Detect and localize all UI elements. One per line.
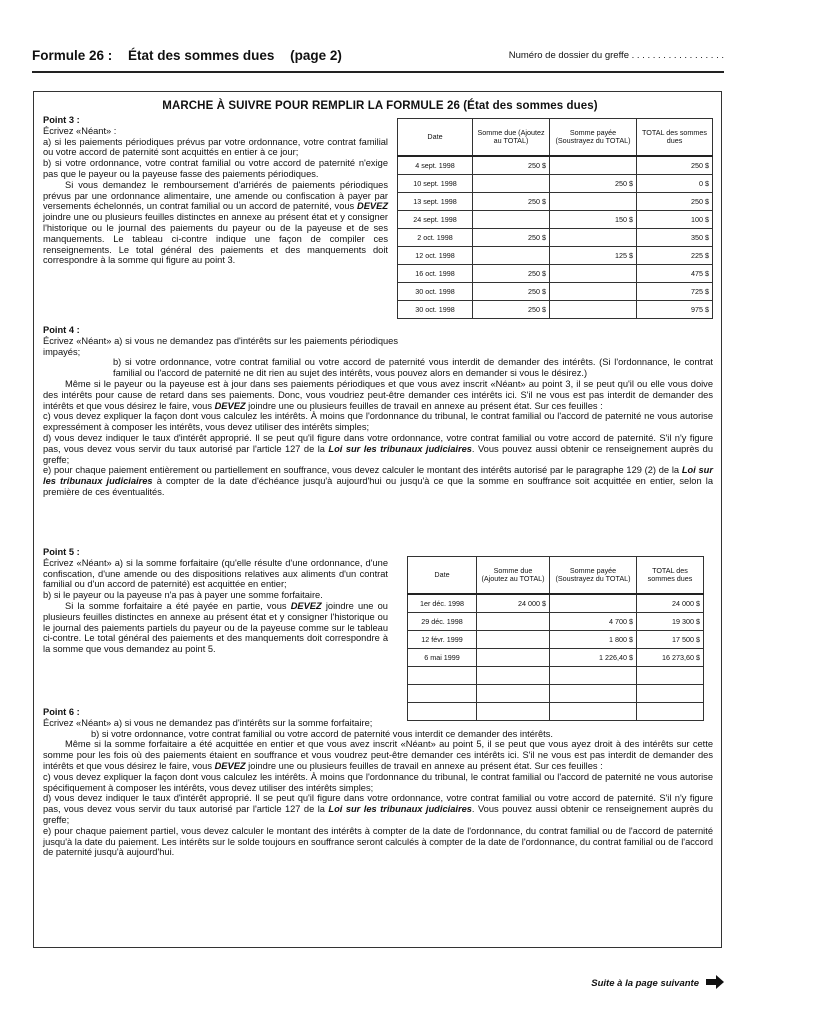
point-6-d-text: d) vous devez indiquer le taux d'intérêt approprié. Il se peut qu'il figure dans votre ordonnance, votre contrat familial ou votre accord de paternité. S'il n'y figure pas, vous devez vous servir du taux autorisé par l'article 127 de la [43, 793, 713, 815]
point-3-heading: Point 3 : [43, 115, 80, 125]
cell-paid [550, 229, 637, 247]
table-header-row [408, 557, 704, 595]
cell-paid: 1 800 $ [550, 631, 637, 649]
cell-total: 24 000 $ [637, 594, 704, 613]
cell-date [408, 685, 477, 703]
point-4-e-text-2: à compter de la date d'échéance jusqu'à aujourd'hui ou jusqu'à ce que la somme en souffrance soit acquittée en entier, selon la première de ces éventualités. [43, 476, 713, 497]
table-row [408, 594, 704, 613]
cell-paid: 4 700 $ [550, 613, 637, 631]
point-4-para-text-2: joindre une ou plusieurs feuilles de travail en annexe au présent état. Sur ces feuilles : [248, 400, 603, 411]
law-title: Loi sur les tribunaux judiciaires [328, 443, 472, 454]
cell-paid [550, 156, 637, 175]
table-row [408, 631, 704, 649]
point-4-d-text-2: . Vous pouvez aussi obtenir ce renseignement auprès du greffe; [43, 443, 713, 465]
law-title: Loi sur les tribunaux judiciaires [43, 465, 713, 487]
cell-total: 16 273,60 $ [637, 649, 704, 667]
cell-paid [550, 685, 637, 703]
cell-due [477, 649, 550, 667]
cell-date: 12 oct. 1998 [398, 247, 473, 265]
cell-date: 16 oct. 1998 [398, 265, 473, 283]
cell-total: 0 $ [637, 175, 713, 193]
table-row [408, 613, 704, 631]
cell-date: 10 sept. 1998 [398, 175, 473, 193]
page-label: (page 2) [290, 48, 342, 63]
cell-paid [550, 301, 637, 319]
file-number-label: Numéro de dossier du greffe . . . . . . . . . . . . . . . . . . [508, 50, 724, 61]
cell-paid [550, 667, 637, 685]
cell-paid: 125 $ [550, 247, 637, 265]
cell-date: 30 oct. 1998 [398, 283, 473, 301]
devez-emphasis: DEVEZ [214, 760, 246, 771]
cell-total: 475 $ [637, 265, 713, 283]
point-4-item-c: c) vous devez expliquer la façon dont vous calculez les intérêts. À moins que l'ordonnance du tribunal, le contrat familial ou l'accord de paternité ne vous autorise expressément à composer les intérêts, vous devez utiliser des intérêts simples; [43, 411, 713, 433]
point-3-item-a: a) si les paiements périodiques prévus par votre ordonnance, votre contrat familial ou votre accord de paternité sont acquittés en entier à ce jour; [43, 136, 388, 158]
point-6-item-e: e) pour chaque paiement partiel, vous devez calculer le montant des intérêts à compter de la date de l'ordonnance, du contrat familial ou de l'accord de paternité jusqu'à la date du paiement. Les intérêts sur le solde toujours en souffrance seront calculés à compter de la date de l'ordonnance, du contrat familial ou de l'accord de paternité jusqu'à aujourd'hui. [43, 825, 713, 858]
table-header-row [398, 119, 713, 157]
cell-due [477, 631, 550, 649]
table-row [398, 283, 713, 301]
col-header-date: Date [398, 119, 473, 157]
point-5-paragraph [43, 601, 388, 655]
col-header-date: Date [408, 557, 477, 595]
point-6-heading: Point 6 : [43, 707, 80, 717]
point-3-paragraph [43, 180, 388, 266]
table-row [398, 156, 713, 175]
cell-due: 250 $ [473, 283, 550, 301]
point-3-para-text-2: joindre une ou plusieurs feuilles distinctes en annexe au présent état et y consigner l'historique ou le journal des paiements du payeur ou de la payeuse et de ses manquements. Le tableau ci-contre indique une façon de compiler ces renseignements. Le total général des paiements et des manquements doit correspondre à la somme qui figure au point 3. [43, 212, 388, 266]
point-4-item-a: Écrivez «Néant» a) si vous ne demandez pas d'intérêts sur les paiements périodiques impayés; [43, 335, 398, 357]
cell-total: 19 300 $ [637, 613, 704, 631]
point-5-heading: Point 5 : [43, 547, 80, 557]
point-4-para-text: Même si le payeur ou la payeuse est à jour dans ses paiements périodiques et que vous avez inscrit «Néant» au point 3, il se peut qu'il ou elle vous doive des intérêts pour cause de retard dans ses paiements. Donc, vous voudriez peut-être demander ces intérêts ici. S'il ne vous est pas interdit de demander des intérêts et que vous désirez le faire, vous [43, 378, 713, 411]
main-title: MARCHE À SUIVRE POUR REMPLIR LA FORMULE 26 (État des sommes dues) [162, 100, 598, 112]
cell-date: 24 sept. 1998 [398, 211, 473, 229]
cell-paid: 150 $ [550, 211, 637, 229]
table-row [398, 193, 713, 211]
arrow-right-icon [705, 975, 725, 989]
devez-emphasis: DEVEZ [290, 600, 322, 611]
cell-due: 250 $ [473, 301, 550, 319]
cell-date: 29 déc. 1998 [408, 613, 477, 631]
point-6-section [43, 707, 713, 858]
cell-due [477, 667, 550, 685]
cell-date: 1er déc. 1998 [408, 594, 477, 613]
cell-date: 12 févr. 1999 [408, 631, 477, 649]
point-5-para-text-2: joindre une ou plusieurs feuilles distinctes en annexe au présent état et y consigner l'historique ou le journal des paiements partiels du payeur ou de la payeuse comme sur le tableau ci-contre. Le total général des paiements et des manquements doit correspondre à la somme que vous demandez au point 5. [43, 600, 388, 655]
point-3-para-text: Si vous demandez le remboursement d'arriérés de paiements périodiques prévus par une ordonnance alimentaire, une amende ou confiscation à payer par versements échelonnés, un contrat familial ou un accord de paternité, vous [43, 179, 388, 212]
point-3-line1: Écrivez «Néant» : [43, 125, 117, 136]
cell-due [473, 175, 550, 193]
cell-date: 2 oct. 1998 [398, 229, 473, 247]
cell-total: 975 $ [637, 301, 713, 319]
col-header-paid: Somme payée (Soustrayez du TOTAL) [550, 557, 637, 595]
continued-note: Suite à la page suivante [591, 978, 699, 989]
point-6-d-text-2: . Vous pouvez aussi obtenir ce renseignement auprès du greffe; [43, 804, 713, 825]
point-6-item-c: c) vous devez expliquer la façon dont vous calculez les intérêts. À moins que l'ordonnance du tribunal, le contrat familial ou l'accord de paternité ne vous autorise spécifiquement à composer les intérêts, vous devez utiliser des intérêts simples; [43, 771, 713, 793]
law-title: Loi sur les tribunaux judiciaires [328, 804, 472, 815]
table-row [408, 667, 704, 685]
cell-paid: 250 $ [550, 175, 637, 193]
cell-due [477, 685, 550, 703]
point-6-item-b: b) si votre ordonnance, votre contrat familial ou votre accord de paternité vous interdit ce demander des intérêts. [91, 728, 553, 739]
point-5-para-text: Si la somme forfaitaire a été payée en partie, vous [65, 600, 287, 611]
payments-table-lump-sum [407, 556, 704, 721]
point-4-section [43, 325, 713, 498]
cell-due [473, 211, 550, 229]
point-5-item-a: Écrivez «Néant» a) si la somme forfaitaire (qu'elle résulte d'une ordonnance, d'une confiscation, d'une amende ou des dispositions relatives aux aliments d'un contrat familial ou d'un accord de paternité) est acquittée en entier; [43, 557, 388, 590]
cell-total: 225 $ [637, 247, 713, 265]
cell-total [637, 667, 704, 685]
point-4-e-text: e) pour chaque paiement entièrement ou partiellement en souffrance, vous devez calculer le montant des intérêts autorisé par le paragraphe 129 (2) de la [43, 465, 680, 476]
cell-date: 6 mai 1999 [408, 649, 477, 667]
point-4-item-d [43, 433, 713, 465]
point-3-section [43, 115, 388, 266]
cell-total: 250 $ [637, 193, 713, 211]
point-4-item-e [43, 465, 713, 497]
point-5-item-b: b) si le payeur ou la payeuse n'a pas à payer une somme forfaitaire. [43, 590, 323, 601]
point-3-item-b: b) si votre ordonnance, votre contrat familial ou votre accord de paternité n'exige pas que le payeur ou la payeuse fasse des paiements périodiques. [43, 158, 388, 179]
col-header-total: TOTAL des sommes dues [637, 557, 704, 595]
cell-paid: 1 226,40 $ [550, 649, 637, 667]
cell-date: 4 sept. 1998 [398, 156, 473, 175]
point-6-item-d [43, 793, 713, 825]
cell-total [637, 685, 704, 703]
cell-date: 30 oct. 1998 [398, 301, 473, 319]
cell-due [473, 247, 550, 265]
point-6-para-text: Même si la somme forfaitaire a été acquittée en entier et que vous avez inscrit «Néant» au point 5, il se peut que vous ayez droit à des intérêts sur cette somme pour les fois où des paiements étaient en souffrance et vous voudrez peut-être demander ces intérêts ici. S'il ne vous est pas interdit de demander des intérêts et que vous désirez le faire, vous [43, 739, 713, 771]
cell-total: 350 $ [637, 229, 713, 247]
point-4-heading: Point 4 : [43, 325, 80, 335]
point-6-para-text-2: joindre une ou plusieurs feuilles de travail en annexe au présent état. Sur ces feuilles : [248, 760, 603, 771]
cell-paid [550, 283, 637, 301]
col-header-paid: Somme payée (Soustrayez du TOTAL) [550, 119, 637, 157]
point-6-paragraph [43, 739, 713, 771]
cell-due: 250 $ [473, 265, 550, 283]
table-row [398, 229, 713, 247]
table-row [398, 265, 713, 283]
header-divider [32, 71, 724, 73]
cell-date [408, 667, 477, 685]
form-title: État des sommes dues [128, 48, 275, 63]
form-number: Formule 26 : [32, 48, 113, 63]
table-row [408, 685, 704, 703]
cell-due [477, 613, 550, 631]
table-row [398, 301, 713, 319]
table-row [408, 649, 704, 667]
cell-total: 250 $ [637, 156, 713, 175]
cell-date: 13 sept. 1998 [398, 193, 473, 211]
col-header-total: TOTAL des sommes dues [637, 119, 713, 157]
cell-due: 250 $ [473, 229, 550, 247]
devez-emphasis: DEVEZ [214, 400, 246, 411]
cell-due: 24 000 $ [477, 594, 550, 613]
col-header-due: Somme due (Ajoutez au TOTAL) [477, 557, 550, 595]
cell-paid [550, 265, 637, 283]
table-row [398, 175, 713, 193]
table-row [398, 211, 713, 229]
cell-due: 250 $ [473, 193, 550, 211]
devez-emphasis: DEVEZ [357, 201, 388, 212]
point-6-item-a: Écrivez «Néant» a) si vous ne demandez pas d'intérêts sur la somme forfaitaire; [43, 717, 373, 728]
page-header [32, 48, 724, 70]
form-heading [32, 48, 354, 63]
point-4-paragraph [43, 379, 713, 411]
cell-paid [550, 594, 637, 613]
table-row [398, 247, 713, 265]
cell-paid [550, 193, 637, 211]
cell-total: 17 500 $ [637, 631, 704, 649]
point-4-item-b: b) si votre ordonnance, votre contrat familial ou votre accord de paternité vous interdit de demander des intérêts. (Si l'ordonnance, le contrat familial ou l'accord de paternité ne dit rien au sujet des intérêts, vous pouvez alors en demander si vous le désirez.) [113, 357, 713, 379]
point-5-section [43, 547, 388, 655]
payments-table-periodic [397, 118, 713, 319]
point-4-d-text: d) vous devez indiquer le taux d'intérêt approprié. Il se peut qu'il figure dans votre ordonnance, votre contrat familial ou votre accord de paternité. S'il n'y figure pas, vous devez vous servir du taux autorisé par l'article 127 de la [43, 432, 713, 454]
col-header-due: Somme due (Ajoutez au TOTAL) [473, 119, 550, 157]
cell-due: 250 $ [473, 156, 550, 175]
cell-total: 725 $ [637, 283, 713, 301]
cell-total: 100 $ [637, 211, 713, 229]
